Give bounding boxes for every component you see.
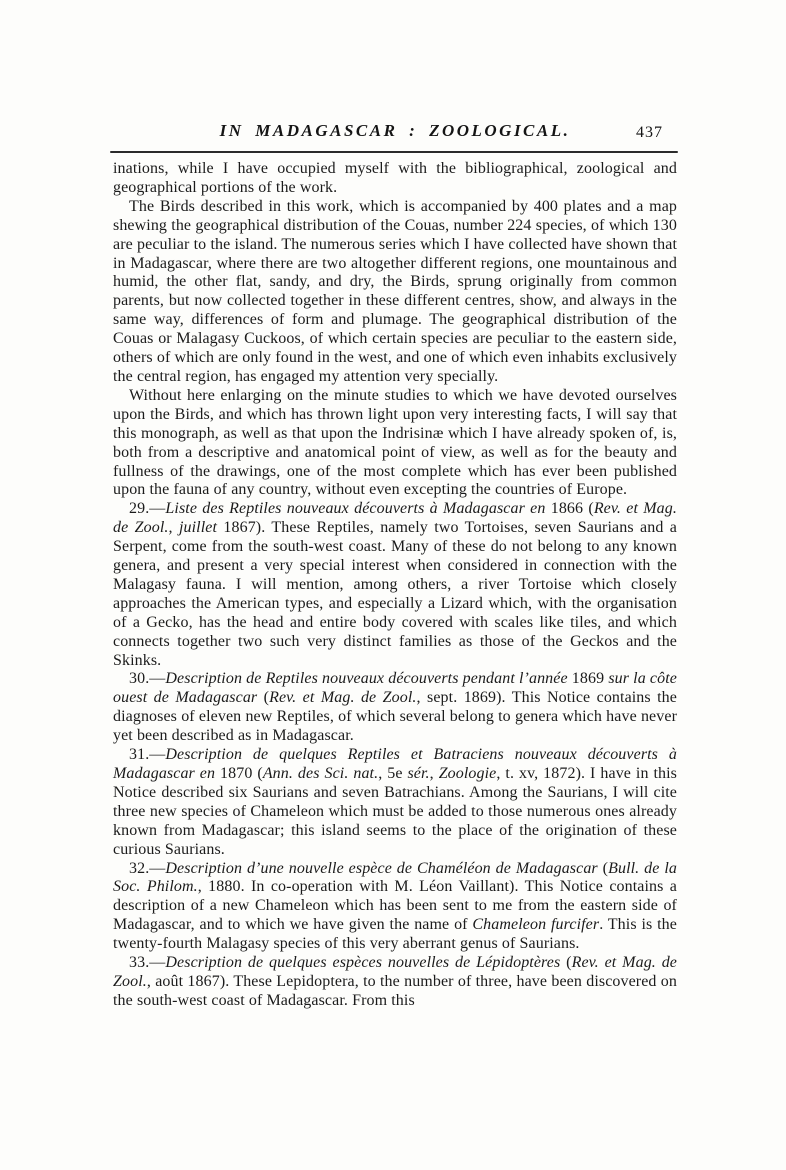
page-number: 437 bbox=[636, 124, 663, 141]
running-head bbox=[113, 121, 677, 147]
paragraph-entry-30: 30.—Description de Reptiles nouveaux découverts pendant l’année 1869 sur la côte ouest de Madagascar (Rev. et Mag. de Zool., sept. 1869). This Notice contains the diagnoses of eleven new Reptiles, of which several belong to genera which have never yet been described as in Madagascar. bbox=[113, 670, 677, 745]
paragraph-entry-33: 33.—Description de quelques espèces nouvelles de Lépidoptères (Rev. et Mag. de Zool., août 1867). These Lepidoptera, to the number of three, have been discovered on the south-west coast of Madagascar. From this bbox=[113, 954, 678, 1009]
paragraph-entry-29: 29.—Liste des Reptiles nouveaux découverts à Madagascar en 1866 (Rev. et Mag. de Zool., juillet 1867). These Reptiles, namely two Tortoises, seven Saurians and a Serpent, come from the south-west coast. Many of these do not belong to any known genera, and present a very special interest when considered in connection with the Malagasy fauna. I will mention, among others, a river Tortoise which closely approaches the American types, and especially a Lizard which, with the organisation of a Gecko, has the head and entire body covered with scales like tiles, and which connects together two such very distinct families as those of the Geckos and the Skinks. bbox=[113, 500, 678, 669]
page-body bbox=[113, 160, 677, 1011]
running-title: IN MADAGASCAR : ZOOLOGICAL. bbox=[219, 121, 571, 140]
paragraph-minute-studies: Without here enlarging on the minute studies to which we have devoted ourselves upon the Birds, and which has thrown light upon very interesting facts, I will say that this monograph, as well as that upon the Indrisinæ which I have already spoken of, is, both from a descriptive and anatomical point of view, as well as for the beauty and fullness of the drawings, one of the most complete which has ever been published upon the fauna of any country, without even excepting the countries of Europe. bbox=[113, 386, 677, 499]
header-rule bbox=[110, 151, 678, 153]
paragraph-entry-31: 31.—Description de quelques Reptiles et Batraciens nouveaux découverts à Madagascar en 1870 (Ann. des Sci. nat., 5e sér., Zoologie, t. xv, 1872). I have in this Notice described six Saurians and seven Batrachians. Among the Saurians, I will cite three new species of Chameleon which must be added to those numerous ones already known from Madagascar; this island seems to the place of the origination of these curious Saurians. bbox=[113, 746, 678, 858]
paragraph-entry-32: 32.—Description d’une nouvelle espèce de Chaméléon de Madagascar (Bull. de la Soc. Philom., 1880. In co-operation with M. Léon Vaillant). This Notice contains a description of a new Chameleon which has been sent to me from the eastern side of Madagascar, and to which we have given the name of Chameleon furcifer. This is the twenty-fourth Malagasy species of this very aberrant genus of Saurians. bbox=[113, 859, 678, 953]
paragraph-birds-monograph: The Birds described in this work, which is accompanied by 400 plates and a map shewing the geographical distribution of the Couas, number 224 species, of which 130 are peculiar to the island. The numerous series which I have collected have shown that in Madagascar, where there are two altogether different regions, one mountainous and humid, the other flat, sandy, and dry, the Birds, sprung originally from common parents, but now collected together in these different centres, show, and always in the same way, differences of form and plumage. The geographical distribution of the Couas or Malagasy Cuckoos, of which certain species are peculiar to the eastern side, others of which are only found in the west, and one of which even inhabits exclusively the central region, has engaged my attention very specially. bbox=[113, 197, 677, 385]
paragraph-continuation: inations, while I have occupied myself with the bibliographical, zoological and geographical portions of the work. bbox=[113, 160, 677, 196]
